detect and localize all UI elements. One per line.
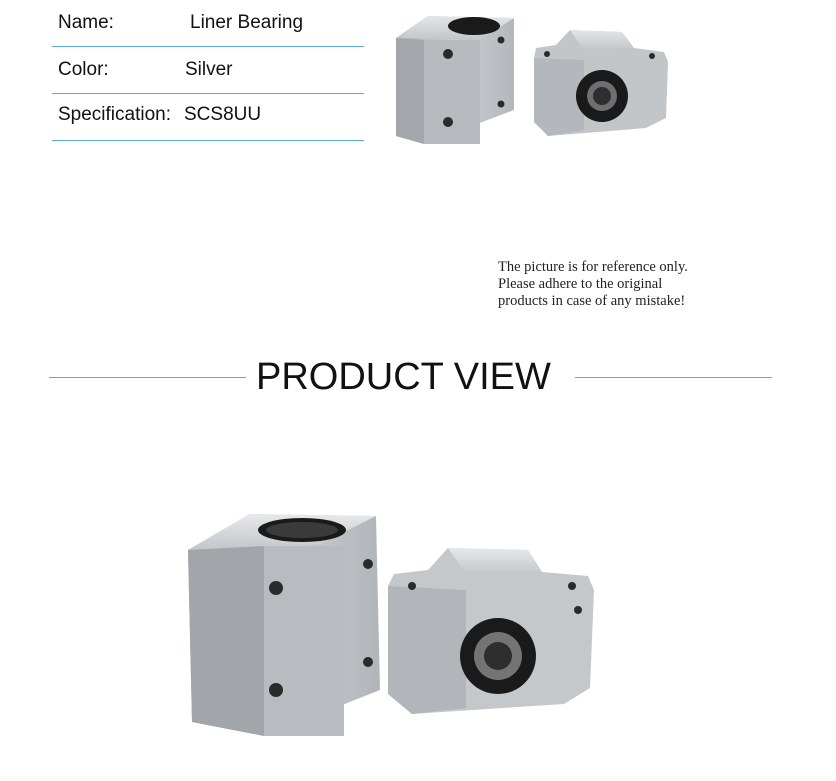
notice-line: products in case of any mistake! bbox=[498, 293, 686, 309]
spec-label: Specification: bbox=[58, 104, 172, 125]
spec-row-color bbox=[52, 47, 364, 94]
product-photo-top bbox=[388, 0, 688, 150]
notice-line: The picture is for reference only. bbox=[498, 259, 688, 275]
spec-table bbox=[52, 0, 364, 141]
spec-row-specification bbox=[52, 94, 364, 141]
section-header bbox=[0, 352, 836, 402]
divider-line-left bbox=[49, 377, 246, 378]
spec-value: SCS8UU bbox=[184, 104, 262, 125]
spec-value: Liner Bearing bbox=[190, 12, 304, 33]
spec-value: Silver bbox=[185, 59, 233, 80]
divider-line-right bbox=[575, 377, 772, 378]
notice-line: Please adhere to the original bbox=[498, 276, 663, 292]
product-photo-main bbox=[180, 500, 620, 740]
section-title: PRODUCT VIEW bbox=[256, 356, 551, 398]
spec-label: Name: bbox=[58, 12, 114, 33]
reference-notice bbox=[498, 259, 758, 310]
spec-label: Color: bbox=[58, 59, 109, 80]
spec-row-name bbox=[52, 0, 364, 47]
